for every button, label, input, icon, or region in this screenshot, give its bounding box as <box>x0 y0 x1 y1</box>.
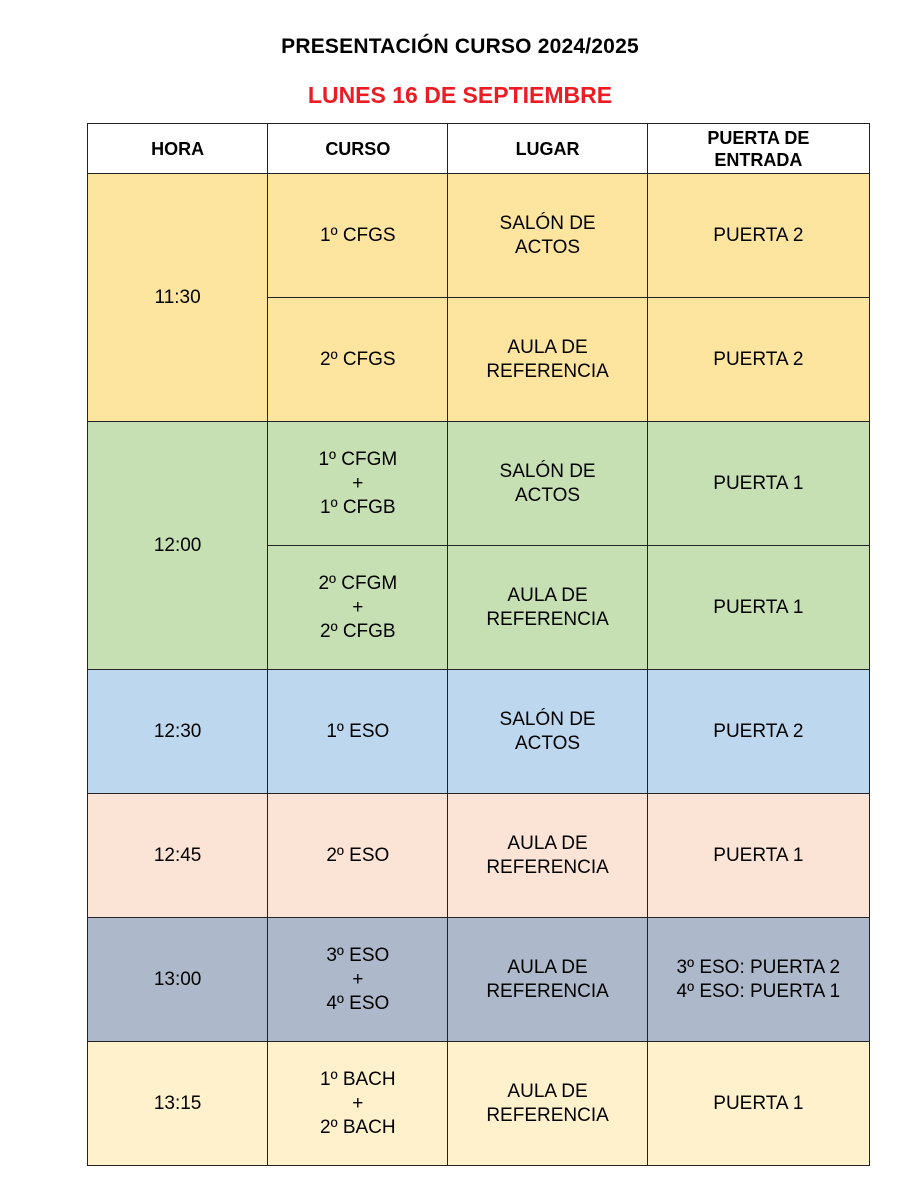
lugar-line: REFERENCIA <box>486 608 609 630</box>
puerta-cell <box>647 546 869 670</box>
lugar-line: AULA DE <box>507 832 588 854</box>
column-header-puerta-line2: ENTRADA <box>714 149 803 170</box>
lugar-line: AULA DE <box>507 1080 588 1102</box>
puerta-line: 4º ESO: PUERTA 1 <box>676 980 841 1002</box>
lugar-line: AULA DE <box>507 584 588 606</box>
curso-cell <box>268 1042 448 1166</box>
page-title: PRESENTACIÓN CURSO 2024/2025 <box>281 35 639 58</box>
date-subtitle: LUNES 16 DE SEPTIEMBRE <box>307 82 613 108</box>
curso-line: 2º CFGB <box>320 620 396 642</box>
table-row <box>88 174 870 298</box>
lugar-line: SALÓN DE <box>499 212 596 234</box>
table-row <box>88 918 870 1042</box>
lugar-line: ACTOS <box>515 484 581 506</box>
lugar-line: REFERENCIA <box>486 360 609 382</box>
lugar-line: SALÓN DE <box>499 708 596 730</box>
lugar-line: AULA DE <box>507 336 588 358</box>
hora-cell: 12:30 <box>88 670 268 794</box>
curso-cell <box>268 670 448 794</box>
schedule-table <box>87 123 870 1166</box>
curso-cell <box>268 298 448 422</box>
hora-cell: 11:30 <box>88 174 268 422</box>
lugar-cell <box>448 174 647 298</box>
puerta-line: PUERTA 2 <box>713 224 804 246</box>
hora-cell: 13:00 <box>88 918 268 1042</box>
lugar-cell <box>448 546 647 670</box>
curso-line: 1º BACH <box>320 1068 396 1090</box>
hora-cell: 12:45 <box>88 794 268 918</box>
puerta-cell <box>647 794 869 918</box>
puerta-line: PUERTA 1 <box>713 844 804 866</box>
lugar-line: REFERENCIA <box>486 1104 609 1126</box>
lugar-line: AULA DE <box>507 956 588 978</box>
puerta-cell <box>647 670 869 794</box>
column-header-curso: CURSO <box>268 124 448 174</box>
puerta-cell <box>647 1042 869 1166</box>
table-row <box>88 670 870 794</box>
table-row <box>88 422 870 546</box>
curso-line: 1º CFGM <box>318 448 398 470</box>
puerta-line: PUERTA 1 <box>713 1092 804 1114</box>
puerta-line: PUERTA 2 <box>713 720 804 742</box>
table-row <box>88 794 870 918</box>
puerta-cell <box>647 298 869 422</box>
curso-line: 2º CFGS <box>320 348 396 370</box>
lugar-line: REFERENCIA <box>486 980 609 1002</box>
curso-line: 1º CFGS <box>320 224 396 246</box>
curso-cell <box>268 794 448 918</box>
lugar-line: SALÓN DE <box>499 460 596 482</box>
column-header-lugar: LUGAR <box>448 124 647 174</box>
column-header-hora: HORA <box>88 124 268 174</box>
puerta-line: PUERTA 1 <box>713 596 804 618</box>
curso-cell <box>268 422 448 546</box>
curso-plus: + <box>352 968 364 990</box>
column-header-puerta <box>647 124 869 174</box>
curso-line: 2º CFGM <box>318 572 398 594</box>
lugar-line: REFERENCIA <box>486 856 609 878</box>
lugar-cell <box>448 422 647 546</box>
puerta-cell <box>647 174 869 298</box>
hora-cell: 12:00 <box>88 422 268 670</box>
curso-line: 1º ESO <box>326 720 390 742</box>
puerta-cell <box>647 422 869 546</box>
curso-line: 2º BACH <box>320 1116 396 1138</box>
lugar-line: ACTOS <box>515 236 581 258</box>
lugar-cell <box>448 670 647 794</box>
lugar-cell <box>448 794 647 918</box>
table-row <box>88 1042 870 1166</box>
lugar-cell <box>448 1042 647 1166</box>
curso-cell <box>268 174 448 298</box>
puerta-cell <box>647 918 869 1042</box>
curso-cell <box>268 918 448 1042</box>
puerta-line: 3º ESO: PUERTA 2 <box>676 956 841 978</box>
lugar-line: ACTOS <box>515 732 581 754</box>
curso-plus: + <box>352 596 364 618</box>
curso-line: 2º ESO <box>326 844 390 866</box>
curso-cell <box>268 546 448 670</box>
puerta-line: PUERTA 2 <box>713 348 804 370</box>
curso-line: 1º CFGB <box>320 496 396 518</box>
curso-plus: + <box>352 1092 364 1114</box>
curso-line: 4º ESO <box>326 992 390 1014</box>
puerta-line: PUERTA 1 <box>713 472 804 494</box>
curso-plus: + <box>352 472 364 494</box>
lugar-cell <box>448 298 647 422</box>
curso-line: 3º ESO <box>326 944 390 966</box>
lugar-cell <box>448 918 647 1042</box>
table-header-row <box>88 124 870 174</box>
column-header-puerta-line1: PUERTA DE <box>707 127 810 148</box>
hora-cell: 13:15 <box>88 1042 268 1166</box>
